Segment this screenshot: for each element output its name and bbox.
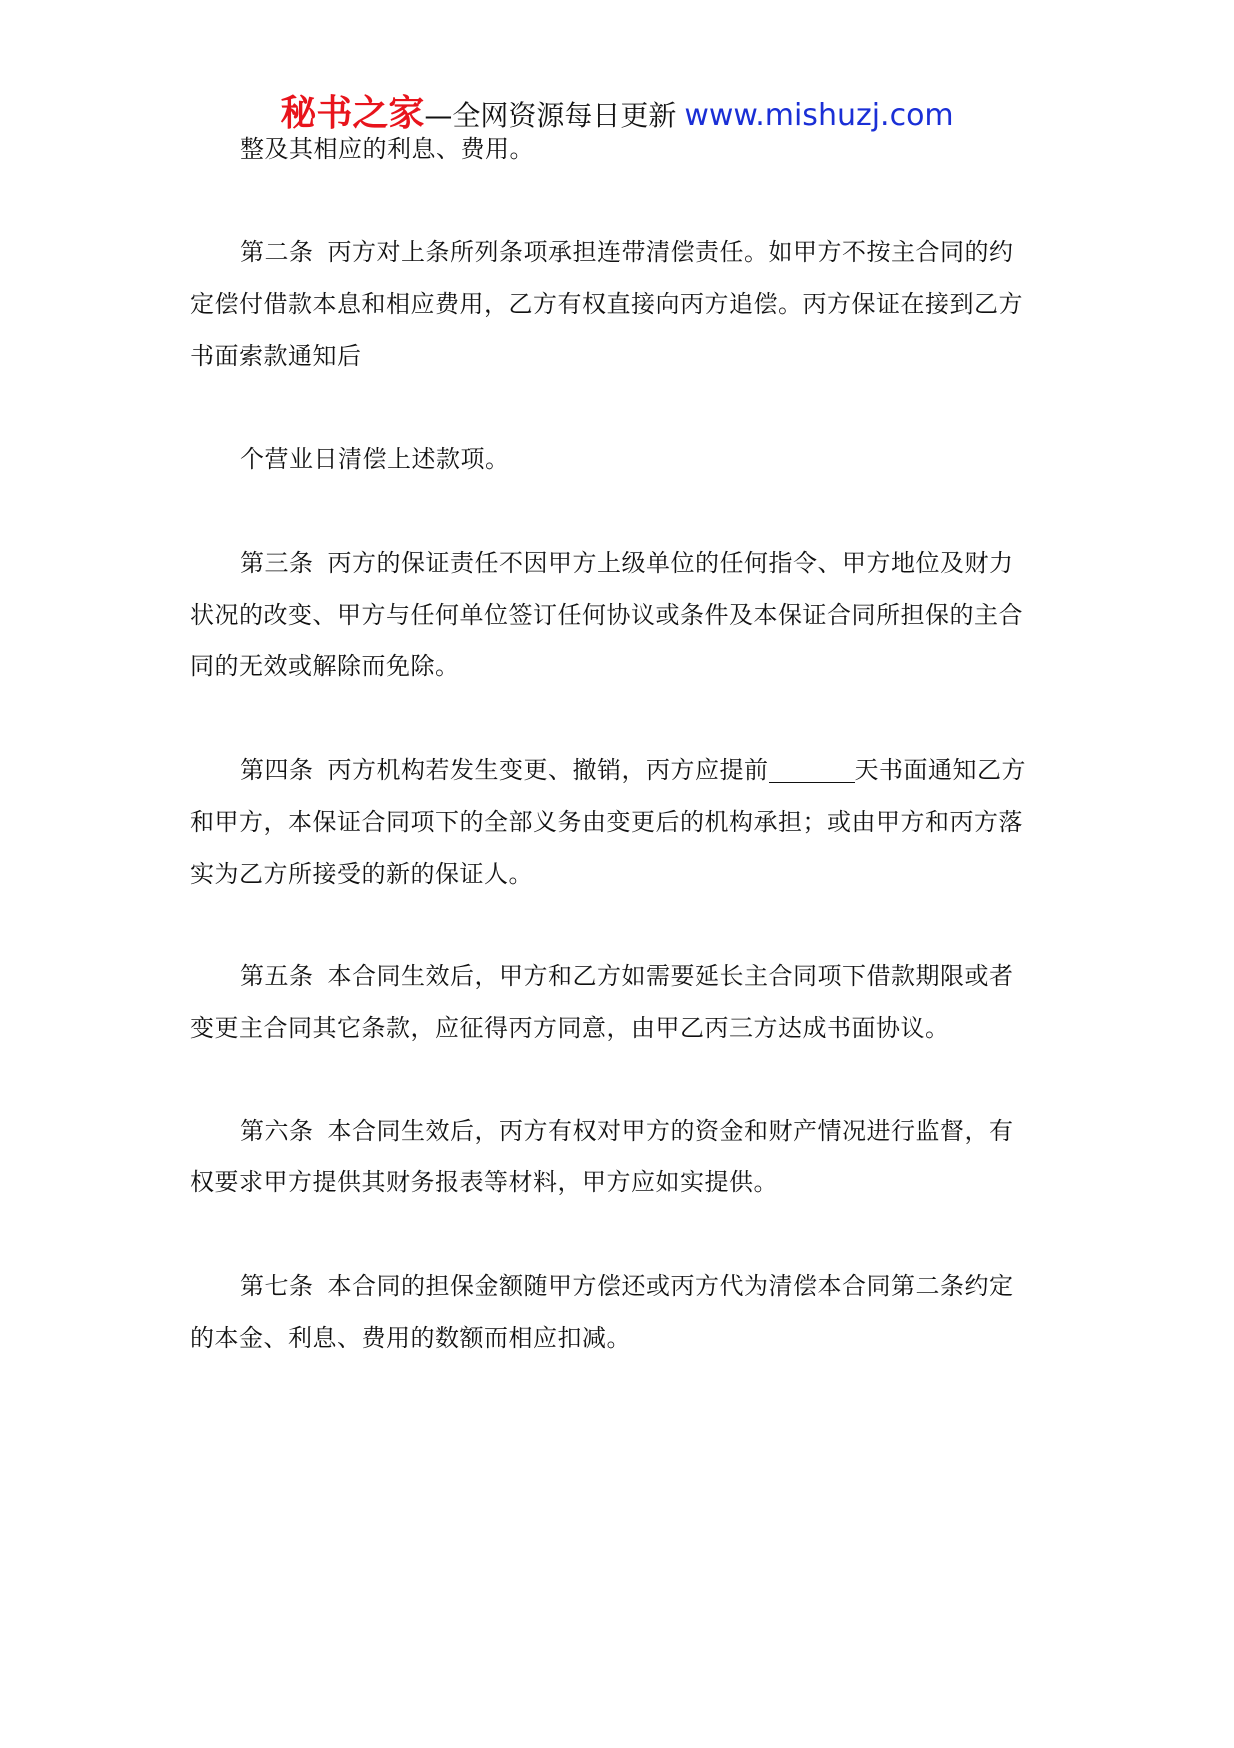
- article-6-line-1: [240, 1119, 1014, 1143]
- article-4-text-after-blank: 天书面通知乙方: [854, 756, 1026, 784]
- article-2-line-4: 个营业日清偿上述款项。: [240, 445, 510, 473]
- article-3-line-2: 状况的改变、甲方与任何单位签订任何协议或条件及本保证合同所担保的主合: [190, 601, 1023, 629]
- article-3-line-3: 同的无效或解除而免除。: [190, 652, 460, 680]
- article-4-line-2: 和甲方，本保证合同项下的全部义务由变更后的机构承担；或由甲方和丙方落: [190, 808, 1023, 836]
- article-3-line-1: [240, 551, 1014, 575]
- article-3-label: 第三条: [240, 549, 314, 577]
- site-header-banner: [0, 93, 1234, 134]
- article-7-line-1: [240, 1274, 1014, 1298]
- continuation-text: 整及其相应的利息、费用。: [240, 135, 534, 163]
- article-4-text-before-blank: 丙方机构若发生变更、撤销，丙方应提前: [327, 756, 769, 784]
- article-6-label: 第六条: [240, 1117, 314, 1145]
- article-3-text-1: 丙方的保证责任不因甲方上级单位的任何指令、甲方地位及财力: [327, 549, 1014, 577]
- article-2-line-1: [240, 240, 1014, 264]
- article-2-line-3: 书面索款通知后: [190, 342, 362, 370]
- article-5-line-2: 变更主合同其它条款，应征得丙方同意，由甲乙丙三方达成书面协议。: [190, 1014, 950, 1042]
- article-4-line-1: [240, 758, 1026, 783]
- site-url-link[interactable]: www.mishuzj.com: [684, 98, 954, 133]
- article-2-line-2: 定偿付借款本息和相应费用，乙方有权直接向丙方追偿。丙方保证在接到乙方: [190, 290, 1023, 318]
- site-slogan: —全网资源每日更新: [424, 99, 677, 132]
- article-4-label: 第四条: [240, 756, 314, 784]
- article-7-text-1: 本合同的担保金额随甲方偿还或丙方代为清偿本合同第二条约定: [327, 1272, 1014, 1300]
- article-5-line-1: [240, 964, 1014, 988]
- article-4-line-3: 实为乙方所接受的新的保证人。: [190, 860, 533, 888]
- article-6-text-1: 本合同生效后，丙方有权对甲方的资金和财产情况进行监督，有: [327, 1117, 1014, 1145]
- article-7-label: 第七条: [240, 1272, 314, 1300]
- article-7-line-2: 的本金、利息、费用的数额而相应扣减。: [190, 1324, 631, 1352]
- days-fill-in-blank: [769, 758, 855, 783]
- article-5-text-1: 本合同生效后，甲方和乙方如需要延长主合同项下借款期限或者: [327, 962, 1014, 990]
- article-2-text-1: 丙方对上条所列条项承担连带清偿责任。如甲方不按主合同的约: [327, 238, 1014, 266]
- article-6-line-2: 权要求甲方提供其财务报表等材料，甲方应如实提供。: [190, 1168, 778, 1196]
- site-brand-name: 秘书之家: [280, 93, 425, 134]
- article-5-label: 第五条: [240, 962, 314, 990]
- article-2-label: 第二条: [240, 238, 314, 266]
